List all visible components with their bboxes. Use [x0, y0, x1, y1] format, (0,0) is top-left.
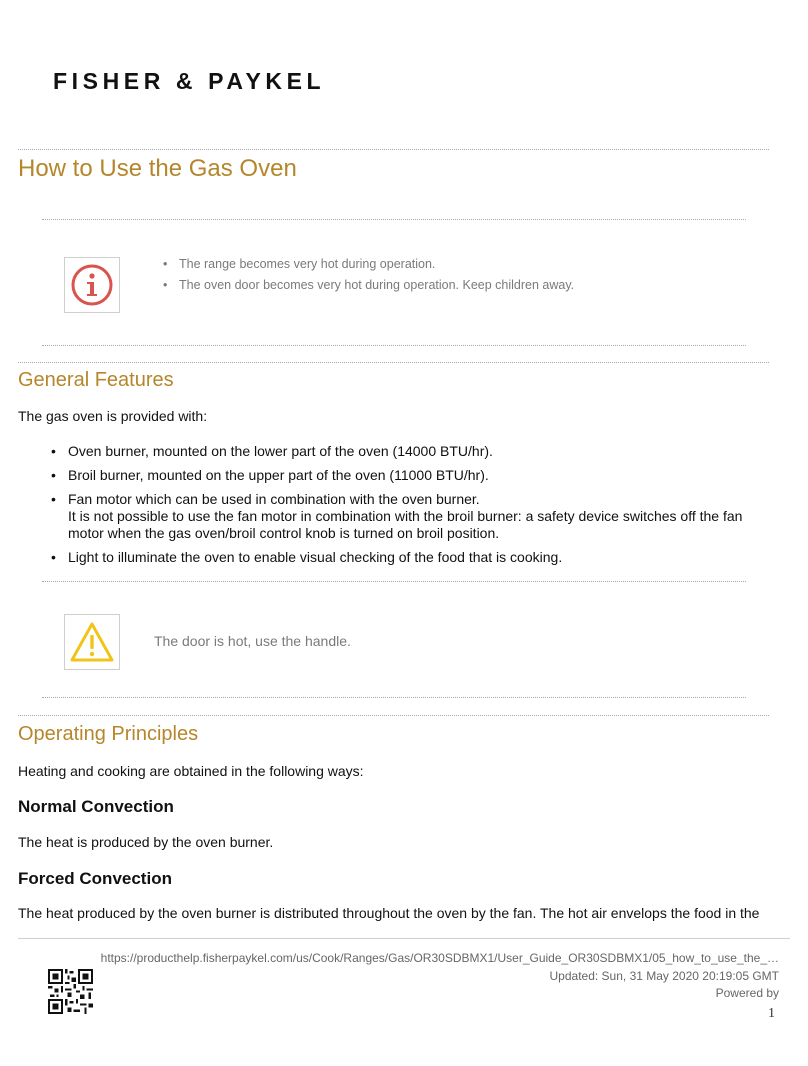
page-number: 1 — [768, 1006, 775, 1021]
subheading-forced-convection: Forced Convection — [18, 869, 172, 888]
list-item: • Light to illuminate the oven to enable visual checking of the food that is cooking. — [50, 549, 755, 566]
page-title: How to Use the Gas Oven — [18, 155, 297, 182]
features-list — [50, 443, 755, 573]
list-item: • Oven burner, mounted on the lower part of the oven (14000 BTU/hr). — [50, 443, 755, 460]
info-note-list — [163, 254, 574, 296]
divider — [18, 149, 769, 150]
warning-triangle-icon — [69, 620, 115, 664]
subheading-normal-convection: Normal Convection — [18, 797, 174, 816]
caution-note-text: The door is hot, use the handle. — [154, 633, 351, 649]
normal-convection-text: The heat is produced by the oven burner. — [18, 834, 274, 850]
list-item: • The range becomes very hot during operation. — [163, 254, 574, 275]
section-heading-general-features: General Features — [18, 369, 174, 391]
operating-principles-intro: Heating and cooking are obtained in the following ways: — [18, 763, 364, 779]
footer-divider — [18, 938, 790, 939]
qr-code-icon — [48, 969, 93, 1014]
footer-powered-by: Powered by — [715, 986, 779, 1000]
brand-logo: FISHER & PAYKEL — [53, 68, 326, 94]
note-divider-bottom — [42, 345, 746, 346]
divider — [18, 362, 769, 363]
section-heading-operating-principles: Operating Principles — [18, 723, 199, 745]
note-divider-top — [42, 581, 746, 582]
list-item: • The oven door becomes very hot during operation. Keep children away. — [163, 275, 574, 296]
footer-updated: Updated: Sun, 31 May 2020 20:19:05 GMT — [549, 969, 779, 983]
divider — [18, 715, 769, 716]
note-divider-top — [42, 219, 746, 220]
list-item: • Broil burner, mounted on the upper part of the oven (11000 BTU/hr). — [50, 467, 755, 484]
info-icon — [70, 263, 114, 307]
info-note-icon-box — [64, 257, 120, 313]
caution-note-icon-box — [64, 614, 120, 670]
general-features-intro: The gas oven is provided with: — [18, 408, 208, 424]
note-divider-bottom — [42, 697, 746, 698]
forced-convection-text: The heat produced by the oven burner is distributed throughout the oven by the fan. The hot air envelops the food in the — [18, 905, 760, 921]
footer-url[interactable]: https://producthelp.fisherpaykel.com/us/Cook/Ranges/Gas/OR30SDBMX1/User_Guide_OR30SDBMX1/05_how_to_use_the_… — [100, 951, 779, 965]
list-item: • Fan motor which can be used in combination with the oven burner. It is not possible to use the fan motor in combination with the broil burner: a safety device switches off the fan motor when the gas oven/broil control knob is turned on broil position. — [50, 491, 755, 542]
